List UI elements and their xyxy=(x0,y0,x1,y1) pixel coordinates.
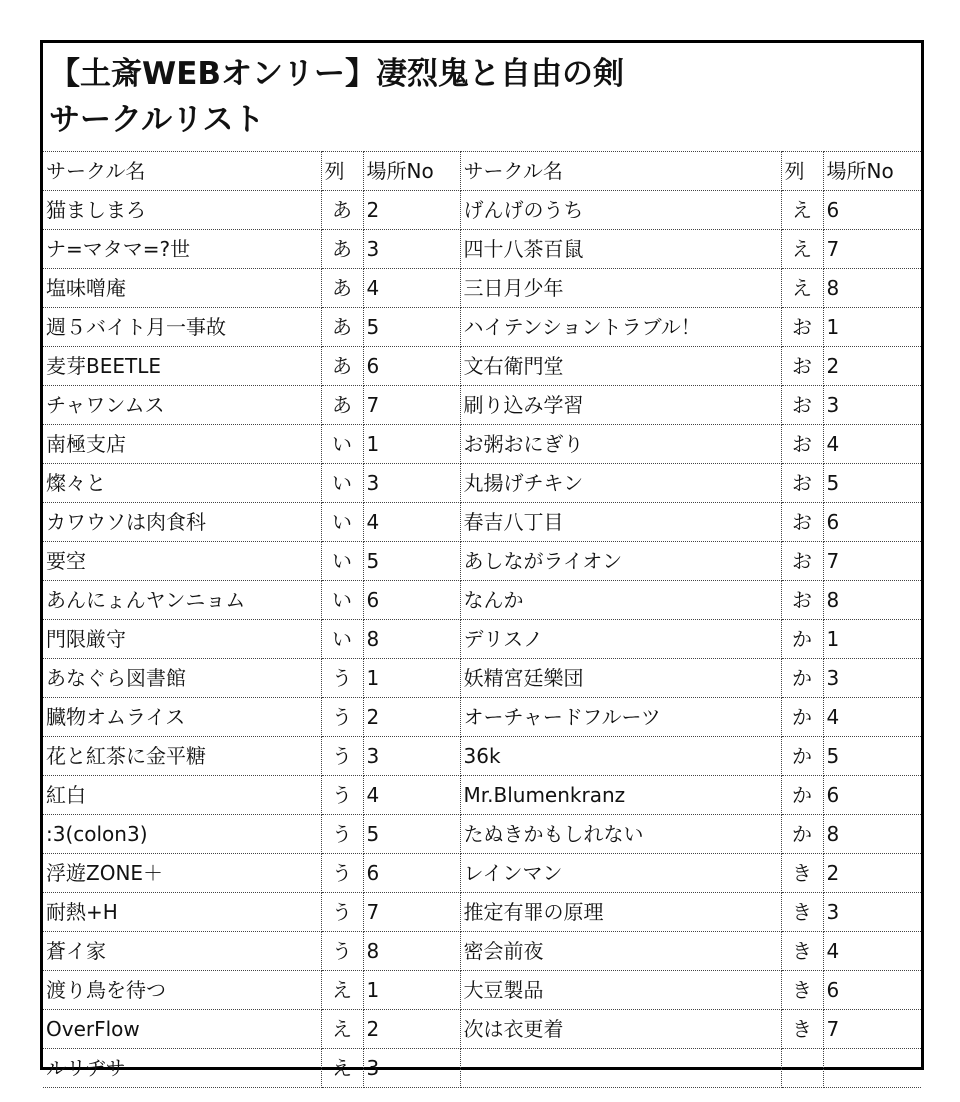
circle-name-cell: 麦芽BEETLE xyxy=(43,347,321,386)
row-letter-cell: え xyxy=(781,230,823,269)
circle-name-cell: 花と紅茶に金平糖 xyxy=(43,737,321,776)
circle-name-cell: 猫ましまろ xyxy=(43,191,321,230)
location-no-cell: 2 xyxy=(363,1010,460,1049)
location-no-cell: 6 xyxy=(823,776,921,815)
location-no-cell: 6 xyxy=(363,347,460,386)
circle-name-cell: あなぐら図書館 xyxy=(43,659,321,698)
circle-name-cell: 門限厳守 xyxy=(43,620,321,659)
column-header: 場所No xyxy=(823,152,921,191)
table-row xyxy=(43,776,921,815)
circle-name-cell: 大豆製品 xyxy=(460,971,781,1010)
circle-name-cell: :3(colon3) xyxy=(43,815,321,854)
table-row xyxy=(43,347,921,386)
row-letter-cell: お xyxy=(781,464,823,503)
row-letter-cell: か xyxy=(781,698,823,737)
row-letter-cell: お xyxy=(781,581,823,620)
table-row xyxy=(43,971,921,1010)
row-letter-cell: き xyxy=(781,1010,823,1049)
row-letter-cell: お xyxy=(781,308,823,347)
row-letter-cell: い xyxy=(321,464,363,503)
circle-name-cell: 要空 xyxy=(43,542,321,581)
location-no-cell: 1 xyxy=(363,971,460,1010)
circle-name-cell: あんにょんヤンニョム xyxy=(43,581,321,620)
location-no-cell: 8 xyxy=(823,269,921,308)
row-letter-cell: お xyxy=(781,425,823,464)
location-no-cell: 4 xyxy=(363,776,460,815)
row-letter-cell: お xyxy=(781,347,823,386)
circle-name-cell: OverFlow xyxy=(43,1010,321,1049)
column-header: 列 xyxy=(321,152,363,191)
row-letter-cell: か xyxy=(781,737,823,776)
row-letter-cell: う xyxy=(321,854,363,893)
location-no-cell: 5 xyxy=(823,737,921,776)
location-no-cell: 6 xyxy=(363,581,460,620)
circle-name-cell: 燦々と xyxy=(43,464,321,503)
circle-name-cell: 紅白 xyxy=(43,776,321,815)
row-letter-cell: か xyxy=(781,659,823,698)
location-no-cell: 5 xyxy=(363,542,460,581)
row-letter-cell: え xyxy=(321,971,363,1010)
table-row xyxy=(43,659,921,698)
location-no-cell: 3 xyxy=(823,893,921,932)
circle-name-cell: オーチャードフルーツ xyxy=(460,698,781,737)
circle-name-cell: 三日月少年 xyxy=(460,269,781,308)
location-no-cell: 5 xyxy=(363,308,460,347)
location-no-cell: 7 xyxy=(823,542,921,581)
location-no-cell: 8 xyxy=(823,815,921,854)
row-letter-cell: い xyxy=(321,581,363,620)
location-no-cell: 2 xyxy=(823,347,921,386)
circle-name-cell: Mr.Blumenkranz xyxy=(460,776,781,815)
location-no-cell: 1 xyxy=(823,308,921,347)
row-letter-cell: き xyxy=(781,854,823,893)
row-letter-cell: う xyxy=(321,698,363,737)
column-header: サークル名 xyxy=(43,152,321,191)
row-letter-cell: う xyxy=(321,737,363,776)
row-letter-cell: い xyxy=(321,425,363,464)
row-letter-cell: き xyxy=(781,971,823,1010)
row-letter-cell: か xyxy=(781,776,823,815)
row-letter-cell: い xyxy=(321,542,363,581)
header-row xyxy=(43,152,921,191)
circle-name-cell: 四十八茶百鼠 xyxy=(460,230,781,269)
circle-name-cell: ナ=マタマ=?世 xyxy=(43,230,321,269)
row-letter-cell: え xyxy=(781,191,823,230)
row-letter-cell: う xyxy=(321,932,363,971)
table-row xyxy=(43,1010,921,1049)
circle-name-cell: カワウソは肉食科 xyxy=(43,503,321,542)
row-letter-cell: う xyxy=(321,776,363,815)
table-row xyxy=(43,581,921,620)
circle-name-cell: ルリヂサ xyxy=(43,1049,321,1088)
table-row xyxy=(43,893,921,932)
circle-name-cell: お粥おにぎり xyxy=(460,425,781,464)
table-row xyxy=(43,1049,921,1088)
row-letter-cell: い xyxy=(321,503,363,542)
table-row xyxy=(43,698,921,737)
circle-name-cell: 蒼イ家 xyxy=(43,932,321,971)
location-no-cell: 4 xyxy=(823,932,921,971)
row-letter-cell: お xyxy=(781,386,823,425)
location-no-cell: 6 xyxy=(363,854,460,893)
location-no-cell xyxy=(823,1049,921,1088)
table-row xyxy=(43,386,921,425)
table-row xyxy=(43,854,921,893)
row-letter-cell: い xyxy=(321,620,363,659)
location-no-cell: 3 xyxy=(363,1049,460,1088)
row-letter-cell: え xyxy=(321,1010,363,1049)
row-letter-cell: あ xyxy=(321,347,363,386)
circle-name-cell: 渡り鳥を待つ xyxy=(43,971,321,1010)
circle-name-cell: 丸揚げチキン xyxy=(460,464,781,503)
row-letter-cell: き xyxy=(781,932,823,971)
circle-name-cell: チャワンムス xyxy=(43,386,321,425)
circle-name-cell: 浮遊ZONE＋ xyxy=(43,854,321,893)
row-letter-cell: お xyxy=(781,542,823,581)
row-letter-cell: か xyxy=(781,620,823,659)
circle-table xyxy=(43,151,921,1088)
location-no-cell: 8 xyxy=(363,620,460,659)
table-row xyxy=(43,308,921,347)
table-row xyxy=(43,230,921,269)
row-letter-cell: あ xyxy=(321,308,363,347)
circle-name-cell: 春吉八丁目 xyxy=(460,503,781,542)
circle-name-cell: なんか xyxy=(460,581,781,620)
circle-name-cell: 次は衣更着 xyxy=(460,1010,781,1049)
circle-name-cell: ハイテンショントラブル！ xyxy=(460,308,781,347)
circle-name-cell: 耐熱+H xyxy=(43,893,321,932)
list-title: サークルリスト xyxy=(49,102,265,138)
location-no-cell: 3 xyxy=(363,464,460,503)
location-no-cell: 3 xyxy=(823,386,921,425)
column-header: サークル名 xyxy=(460,152,781,191)
location-no-cell: 7 xyxy=(363,893,460,932)
table-row xyxy=(43,815,921,854)
row-letter-cell: あ xyxy=(321,386,363,425)
circle-name-cell: 密会前夜 xyxy=(460,932,781,971)
row-letter-cell: う xyxy=(321,893,363,932)
location-no-cell: 5 xyxy=(823,464,921,503)
row-letter-cell: う xyxy=(321,815,363,854)
circle-name-cell: あしながライオン xyxy=(460,542,781,581)
location-no-cell: 6 xyxy=(823,971,921,1010)
location-no-cell: 4 xyxy=(363,269,460,308)
row-letter-cell xyxy=(781,1049,823,1088)
location-no-cell: 1 xyxy=(363,425,460,464)
circle-list-sheet xyxy=(40,40,924,1080)
location-no-cell: 5 xyxy=(363,815,460,854)
location-no-cell: 1 xyxy=(823,620,921,659)
circle-name-cell: 36k xyxy=(460,737,781,776)
row-letter-cell: お xyxy=(781,503,823,542)
location-no-cell: 6 xyxy=(823,191,921,230)
table-row xyxy=(43,425,921,464)
location-no-cell: 3 xyxy=(363,230,460,269)
location-no-cell: 7 xyxy=(363,386,460,425)
circle-name-cell: デリスノ xyxy=(460,620,781,659)
table-row xyxy=(43,503,921,542)
location-no-cell: 3 xyxy=(363,737,460,776)
location-no-cell: 4 xyxy=(823,698,921,737)
column-header: 場所No xyxy=(363,152,460,191)
location-no-cell: 2 xyxy=(363,698,460,737)
table-row xyxy=(43,932,921,971)
circle-name-cell: 妖精宮廷樂団 xyxy=(460,659,781,698)
location-no-cell: 7 xyxy=(823,230,921,269)
row-letter-cell: あ xyxy=(321,269,363,308)
circle-name-cell: 週５バイト月一事故 xyxy=(43,308,321,347)
location-no-cell: 2 xyxy=(823,854,921,893)
location-no-cell: 7 xyxy=(823,1010,921,1049)
location-no-cell: 8 xyxy=(363,932,460,971)
row-letter-cell: き xyxy=(781,893,823,932)
table-row xyxy=(43,464,921,503)
table-row xyxy=(43,191,921,230)
circle-name-cell: 塩味噌庵 xyxy=(43,269,321,308)
row-letter-cell: う xyxy=(321,659,363,698)
location-no-cell: 2 xyxy=(363,191,460,230)
title-block xyxy=(43,43,921,151)
circle-name-cell: レインマン xyxy=(460,854,781,893)
location-no-cell: 3 xyxy=(823,659,921,698)
row-letter-cell: あ xyxy=(321,230,363,269)
circle-name-cell: 南極支店 xyxy=(43,425,321,464)
table-row xyxy=(43,269,921,308)
circle-name-cell: 文右衛門堂 xyxy=(460,347,781,386)
table-row xyxy=(43,620,921,659)
circle-name-cell: 臓物オムライス xyxy=(43,698,321,737)
location-no-cell: 8 xyxy=(823,581,921,620)
row-letter-cell: え xyxy=(321,1049,363,1088)
circle-name-cell: 刷り込み学習 xyxy=(460,386,781,425)
row-letter-cell: え xyxy=(781,269,823,308)
column-header: 列 xyxy=(781,152,823,191)
location-no-cell: 4 xyxy=(823,425,921,464)
event-title: 【土斎WEBオンリー】凄烈鬼と自由の剣 xyxy=(49,56,624,92)
location-no-cell: 1 xyxy=(363,659,460,698)
circle-name-cell: 推定有罪の原理 xyxy=(460,893,781,932)
location-no-cell: 6 xyxy=(823,503,921,542)
row-letter-cell: か xyxy=(781,815,823,854)
circle-name-cell: げんげのうち xyxy=(460,191,781,230)
location-no-cell: 4 xyxy=(363,503,460,542)
circle-name-cell xyxy=(460,1049,781,1088)
table-row xyxy=(43,737,921,776)
table-row xyxy=(43,542,921,581)
circle-name-cell: たぬきかもしれない xyxy=(460,815,781,854)
row-letter-cell: あ xyxy=(321,191,363,230)
